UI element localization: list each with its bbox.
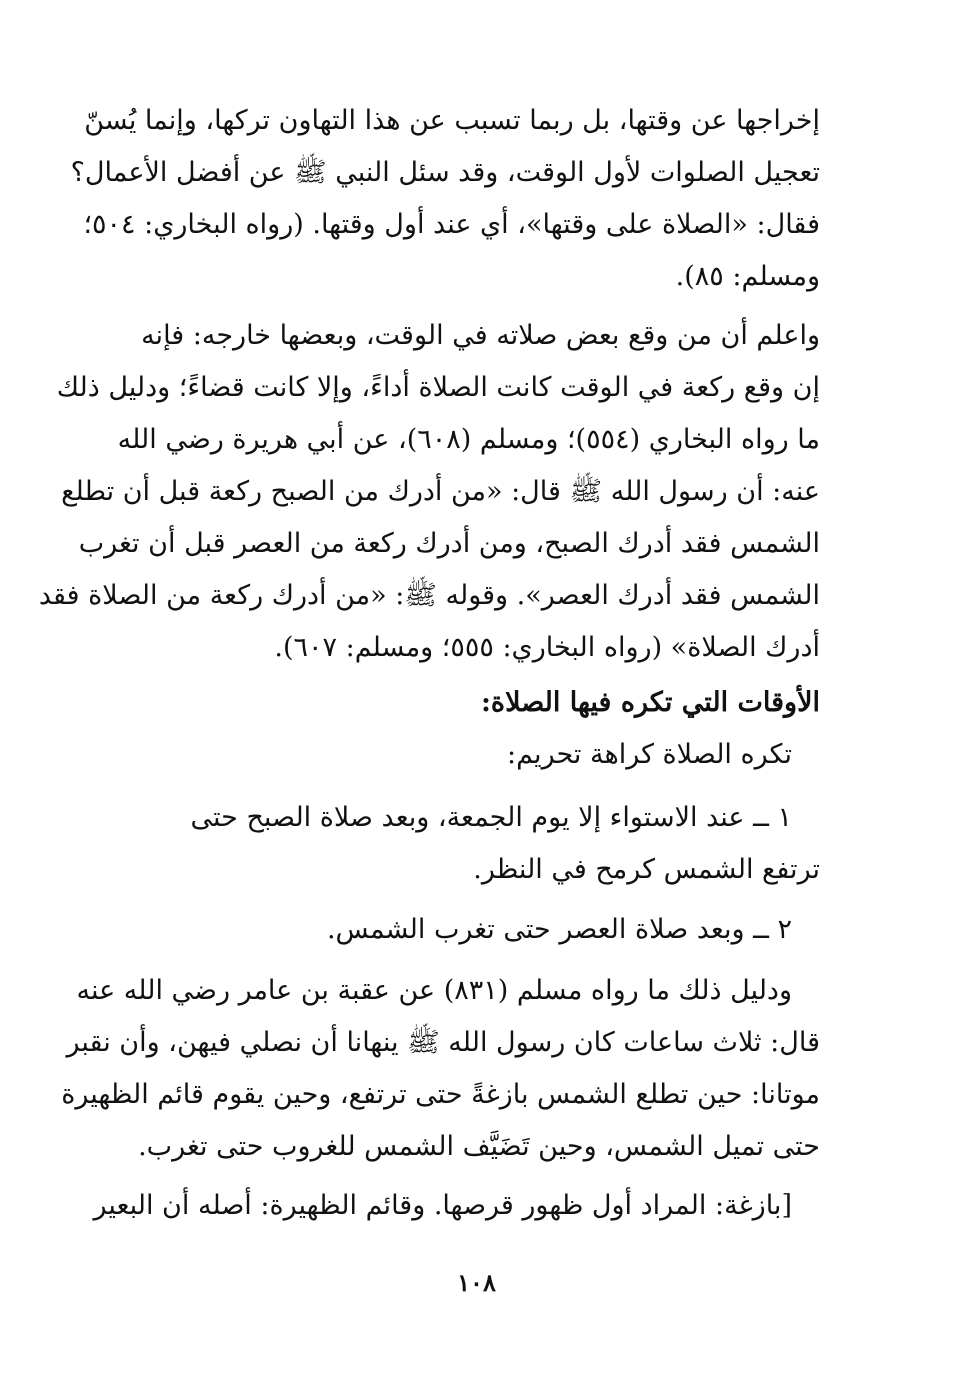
text-line: [بازغة: المراد أول ظهور قرصها. وقائم الظهيرة: أصله أن البعير bbox=[93, 1190, 792, 1221]
text-line: ودليل ذلك ما رواه مسلم (٨٣١) عن عقبة بن عامر رضي الله عنه bbox=[76, 975, 792, 1006]
text-line: فقال: «الصلاة على وقتها»، أي عند أول وقتها. (رواه البخاري: ٥٠٤؛ bbox=[83, 209, 820, 240]
text-line: ترتفع الشمس كرمح في النظر. bbox=[473, 854, 820, 885]
page-number: ١٠٨ bbox=[457, 1268, 496, 1297]
text-line: حتى تميل الشمس، وحين تَضَيَّف الشمس للغروب حتى تغرب. bbox=[138, 1131, 820, 1162]
paragraph-1 bbox=[70, 103, 820, 311]
paragraph-2 bbox=[38, 318, 820, 682]
text-line: تكره الصلاة كراهة تحريم: bbox=[506, 739, 792, 770]
text-line: موتانا: حين تطلع الشمس بازغةً حتى ترتفع، وحين يقوم قائم الظهيرة bbox=[61, 1079, 820, 1110]
section-heading: الأوقات التي تكره فيها الصلاة: bbox=[480, 687, 820, 718]
text-line: واعلم أن من وقع بعض صلاته في الوقت، وبعضها خارجه: فإنه bbox=[141, 320, 820, 351]
paragraph-evidence bbox=[61, 973, 820, 1181]
text-line: أدرك الصلاة» (رواه البخاري: ٥٥٥؛ ومسلم: ٦٠٧). bbox=[274, 632, 820, 663]
text-line: إن وقع ركعة في الوقت كانت الصلاة أداءً، وإلا كانت قضاءً؛ ودليل ذلك bbox=[56, 372, 820, 403]
section-makruh-times bbox=[120, 685, 820, 789]
list-item-1 bbox=[120, 800, 820, 904]
paragraph-definitions bbox=[93, 1188, 820, 1240]
text-line: إخراجها عن وقتها، بل ربما تسبب عن هذا التهاون تركها، وإنما يُسنّ bbox=[84, 105, 820, 136]
text-line: تعجيل الصلوات لأول الوقت، وقد سئل النبي ﷺ عن أفضل الأعمال؟ bbox=[70, 157, 820, 188]
text-line: ومسلم: ٨٥). bbox=[675, 261, 820, 292]
text-line: ما رواه البخاري (٥٥٤)؛ ومسلم (٦٠٨)، عن أبي هريرة رضي الله bbox=[117, 424, 820, 455]
list-item-2 bbox=[120, 912, 820, 964]
text-line: ١ ــ عند الاستواء إلا يوم الجمعة، وبعد صلاة الصبح حتى bbox=[190, 802, 792, 833]
text-line: الشمس فقد أدرك الصبح، ومن أدرك ركعة من العصر قبل أن تغرب bbox=[78, 528, 820, 559]
text-line: الشمس فقد أدرك العصر». وقوله ﷺ: «من أدرك ركعة من الصلاة فقد bbox=[38, 580, 820, 611]
text-line: عنه: أن رسول الله ﷺ قال: «من أدرك من الصبح ركعة قبل أن تطلع bbox=[61, 476, 820, 507]
text-line: ٢ ــ وبعد صلاة العصر حتى تغرب الشمس. bbox=[326, 914, 792, 945]
text-line: قال: ثلاث ساعات كان رسول الله ﷺ ينهانا أن نصلي فيهن، وأن نقبر bbox=[66, 1027, 820, 1058]
